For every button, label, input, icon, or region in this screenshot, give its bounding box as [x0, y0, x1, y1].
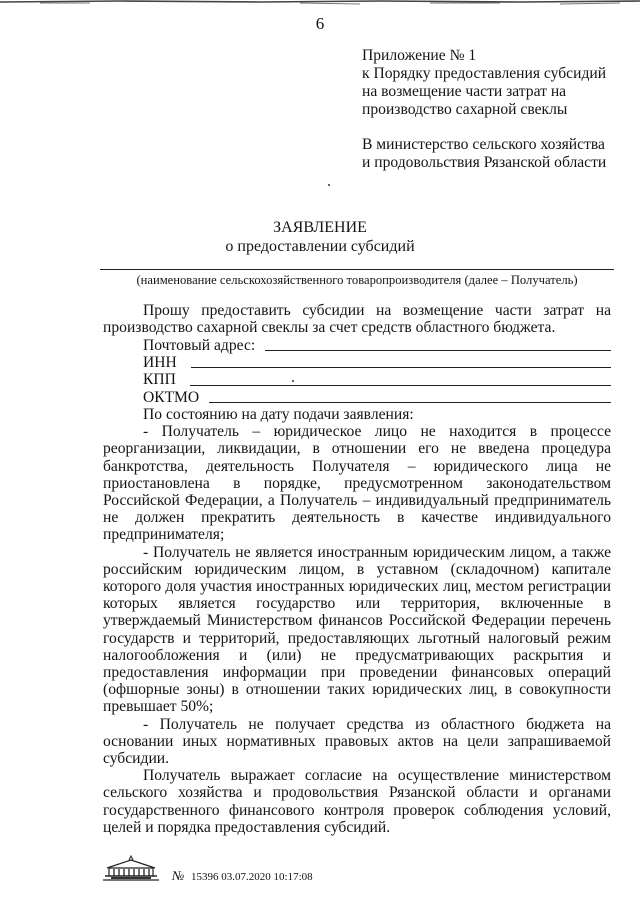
- addressee-block: [362, 136, 632, 172]
- condition-paragraph: - Получатель не получает средства из областного бюджета на основании иных нормативных правовых актов на цели запрашиваемой субсидии.: [103, 715, 611, 768]
- appendix-line: Приложение № 1: [362, 47, 477, 64]
- consent-paragraph: Получатель выражает согласие на осуществление министерством сельского хозяйства и продовольствия Рязанской области и органами государственного финансового контроля проверок соблюдения условий, целей и порядка предоставления субсидий.: [103, 767, 611, 836]
- addressee-line: и продовольствия Рязанской области: [362, 154, 607, 171]
- scan-speck: [328, 184, 330, 186]
- document-body: [103, 302, 611, 836]
- applicant-name-caption: (наименование сельскохозяйственного товаропроизводителя (далее – Получатель): [136, 273, 578, 287]
- postal-address-row: [103, 336, 611, 353]
- applicant-name-line[interactable]: [100, 269, 614, 270]
- postal-address-label: Почтовый адрес:: [143, 336, 256, 354]
- kpp-label: КПП: [143, 371, 176, 389]
- inn-row: [103, 354, 611, 371]
- inn-label: ИНН: [143, 353, 177, 371]
- appendix-line: к Порядку предоставления субсидий: [362, 65, 607, 82]
- request-paragraph: Прошу предоставить субсидии на возмещение части затрат на производство сахарной свеклы за счет средств областного бюджета.: [103, 302, 611, 337]
- appendix-line: на возмещение части затрат на: [362, 83, 567, 100]
- appendix-header: [362, 47, 632, 119]
- scan-top-edge: [0, 0, 640, 8]
- kpp-field[interactable]: [190, 384, 611, 386]
- condition-paragraph: - Получатель не является иностранным юридическим лицом, а также российским юридическим лицом, в уставном (складочном) капитале которого доля участия иностранных юридических лиц, местом регистрации которых является государство или территория, включенные в утверждаемый Министерством финансов Российской Федерации перечень государств и территорий, предоставляющих льготный налоговый режим налогообложения и (или) не предусматривающих раскрытия и предоставления информации при проведении финансовых операций (офшорные зоны) в отношении таких юридических лиц, в совокупности превышает 50%;: [103, 543, 611, 716]
- scan-speck: [292, 380, 294, 382]
- condition-paragraph: - Получатель – юридическое лицо не находится в процессе реорганизации, ликвидации, в отношении его не введена процедура банкротства, деятельность Получателя – юридического лица не приостановлена в порядке, предусмотренном законодательством Российской Федерации, а Получатель – индивидуальный предприниматель не должен прекратить деятельность в качестве индивидуального предпринимателя;: [103, 423, 611, 544]
- document-title: ЗАЯВЛЕНИЕ: [273, 219, 367, 236]
- registration-stamp: [172, 868, 313, 884]
- kpp-row: [103, 371, 611, 388]
- oktmo-field[interactable]: [209, 401, 611, 403]
- document-subtitle: о предоставлении субсидий: [225, 238, 415, 255]
- addressee-line: В министерство сельского хозяйства: [362, 136, 605, 153]
- status-intro: По состоянию на дату подачи заявления:: [143, 405, 414, 423]
- appendix-line: производство сахарной свеклы: [362, 101, 568, 118]
- building-stamp-icon: [101, 854, 161, 882]
- page-number: 6: [315, 14, 325, 33]
- postal-address-field[interactable]: [265, 349, 611, 351]
- oktmo-row: [103, 389, 611, 406]
- number-symbol: №: [172, 868, 185, 883]
- inn-field[interactable]: [191, 366, 611, 368]
- registration-text: 15396 03.07.2020 10:17:08: [191, 871, 313, 883]
- oktmo-label: ОКТМО: [143, 388, 200, 406]
